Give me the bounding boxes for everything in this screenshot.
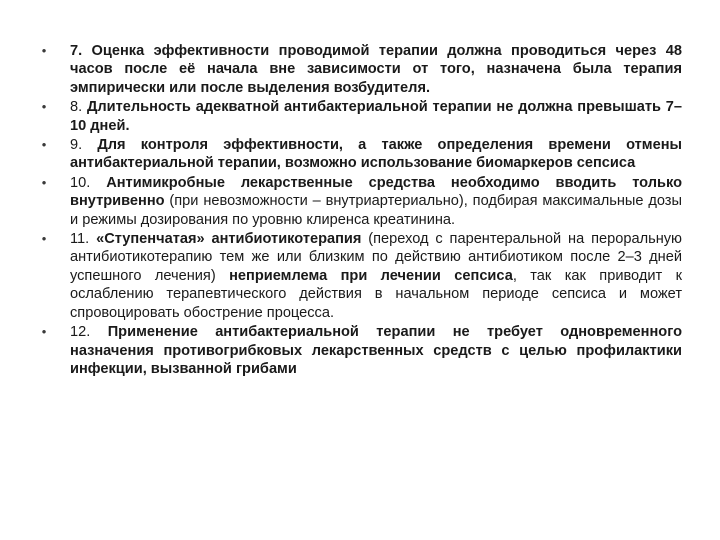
list-item-10 (34, 174, 682, 229)
item-10-number: 10. (70, 174, 107, 191)
item-10-text (70, 175, 682, 228)
item-9-number: 9. (70, 137, 98, 154)
bullet-icon: • (41, 43, 47, 58)
item-8-bold-text: Длительность адекватной антибактериальной терапии не должна превышать 7–10 дней. (70, 99, 682, 134)
bullet-list (34, 42, 682, 378)
bullet-icon: • (41, 137, 47, 153)
item-8-text (70, 99, 682, 133)
item-11-regular-text-2: , так как приводит к ослаблению терапевтического действия в начальном периоде сепсиса и может спровоцировать обострение процесса. (70, 267, 682, 321)
list-item-8 (34, 98, 682, 135)
item-11-regular-text-1: (переход с парентеральной на пероральную антибиотикотерапию тем же или близким по действию антибиотиком после 2–3 дней успешного лечения) (70, 231, 682, 284)
item-11-bold-text-2: неприемлема при лечении сепсиса (229, 267, 513, 284)
item-12-number: 12. (70, 324, 108, 341)
item-8-number: 8. (70, 99, 87, 116)
item-12-bold-text: Применение антибактериальной терапии не требует одновременного назначения противогрибковых лекарственных средств с целью профилактики инфекции, вызванной грибами (70, 324, 683, 377)
list-item-11 (34, 230, 682, 322)
bullet-icon: • (41, 99, 47, 115)
item-11-bold-text-1: «Ступенчатая» антибиотикотерапия (96, 231, 362, 248)
list-item-12 (34, 323, 682, 378)
item-7-text (70, 43, 682, 96)
item-11-text (70, 231, 682, 321)
item-10-bold-text: Антимикробные лекарственные средства необходимо вводить только внутривенно (70, 174, 683, 210)
list-item-9 (34, 136, 682, 173)
bullet-icon: • (41, 231, 47, 247)
item-7-bold-text: 7. Оценка эффективности проводимой терапии должна проводиться через 48 часов после её начала вне зависимости от того, назначена была терапия эмпирически или после выделения возбудителя. (70, 43, 682, 96)
item-9-text (70, 137, 682, 171)
item-10-regular-text: (при невозможности – внутриартериально), подбирая максимальные дозы и режимы дозирования по уровню клиренса креатинина. (70, 193, 682, 228)
bullet-icon: • (41, 324, 47, 340)
item-9-bold-text: Для контроля эффективности, а также определения времени отмены антибактериальной терапии, возможно использование биомаркеров сепсиса (70, 137, 682, 172)
item-12-text (70, 324, 682, 377)
item-11-number: 11. (70, 231, 97, 248)
bullet-icon: • (41, 174, 47, 190)
list-item-7 (34, 42, 682, 97)
